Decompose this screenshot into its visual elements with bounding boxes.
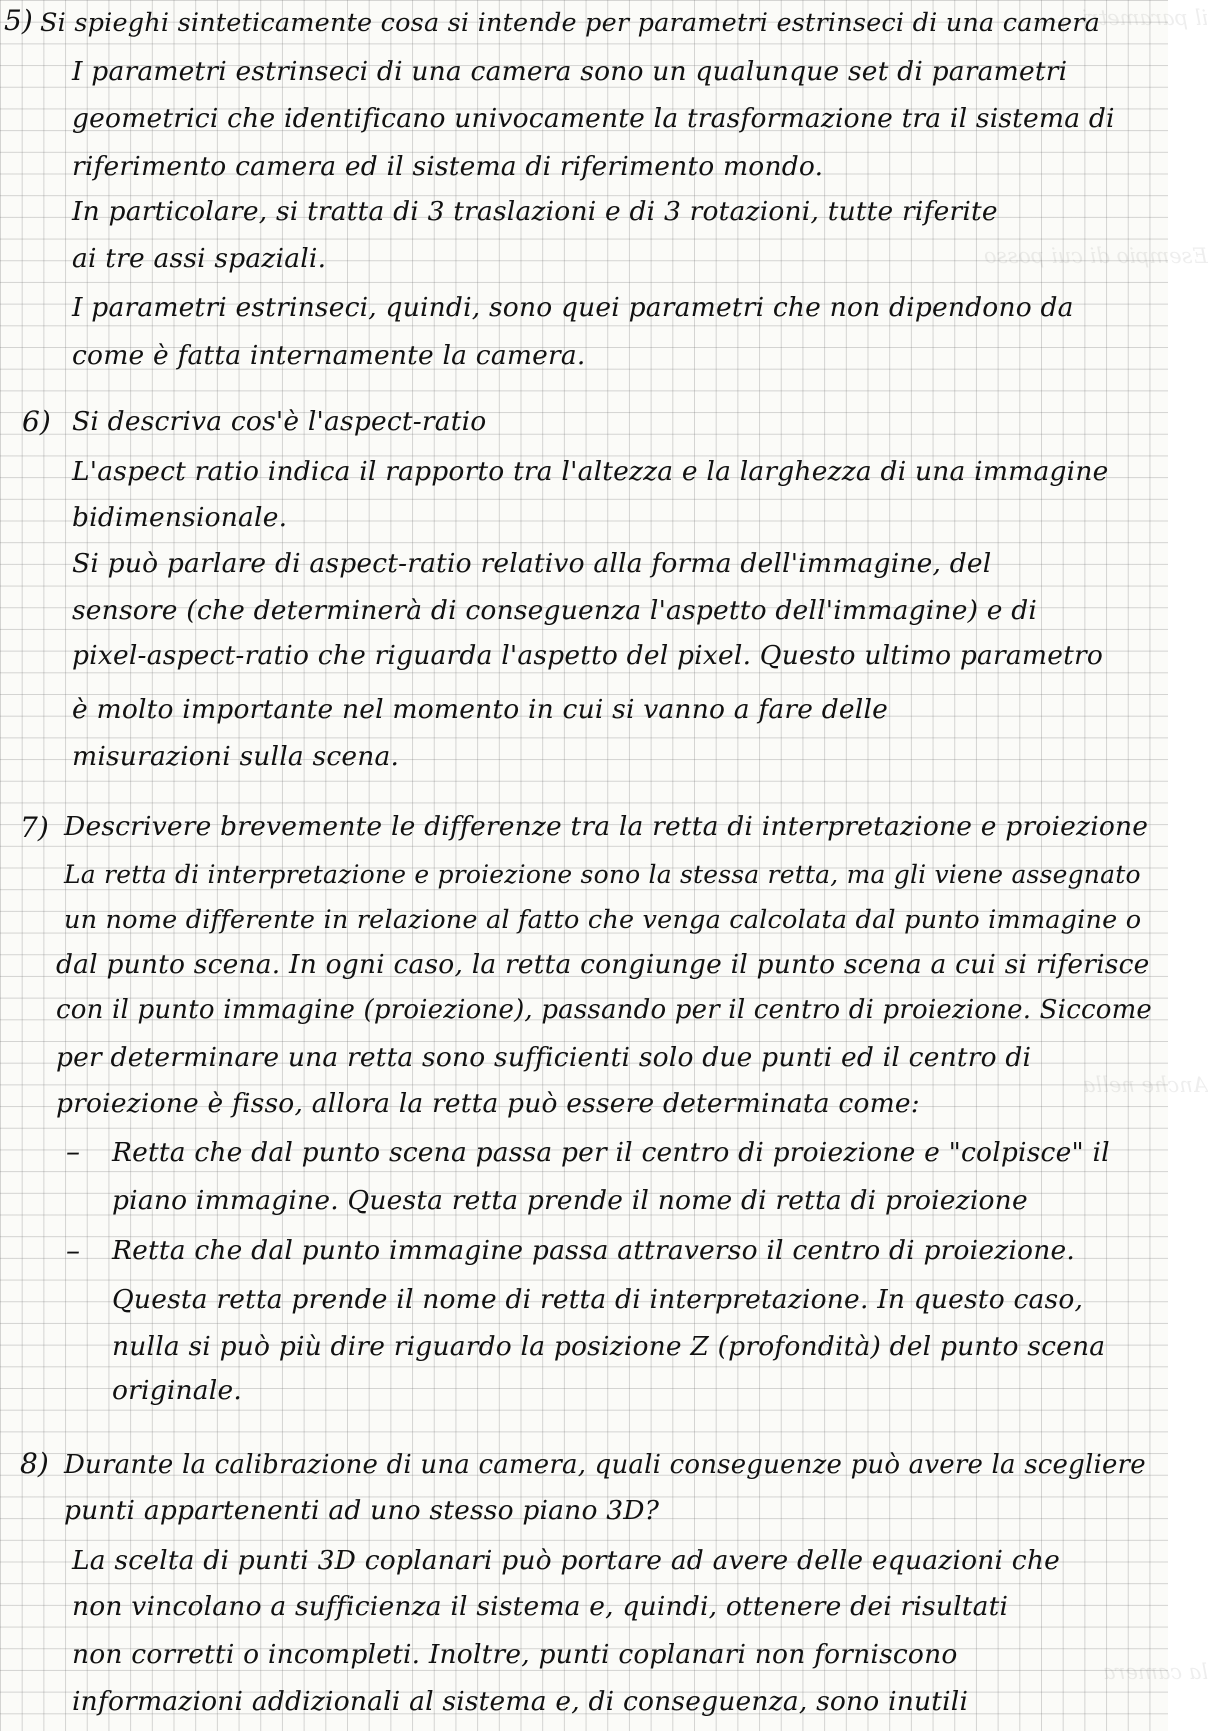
answer-line: misurazioni sulla scena. <box>72 741 400 772</box>
answer-line: per determinare una retta sono sufficienti solo due punti ed il centro di <box>56 1042 1032 1073</box>
bullet-line: originale. <box>112 1375 242 1406</box>
question-line: punti appartenenti ad uno stesso piano 3D? <box>64 1495 660 1526</box>
answer-line: dal punto scena. In ogni caso, la retta congiunge il punto scena a cui si riferisce <box>56 949 1150 980</box>
bullet-dash: – <box>66 1234 80 1267</box>
answer-line: Si può parlare di aspect-ratio relativo alla forma dell'immagine, del <box>72 548 992 579</box>
answer-line: un nome differente in relazione al fatto che venga calcolata dal punto immagine o <box>64 905 1142 935</box>
answer-line: I parametri estrinseci, quindi, sono quei parametri che non dipendono da <box>72 292 1074 323</box>
answer-line: I parametri estrinseci di una camera sono un qualunque set di parametri <box>72 56 1068 87</box>
answer-line: L'aspect ratio indica il rapporto tra l'altezza e la larghezza di una immagine <box>72 456 1109 487</box>
answer-line: proiezione è fisso, allora la retta può essere determinata come: <box>56 1088 920 1119</box>
bullet-line: nulla si può più dire riguardo la posizione Z (profondità) del punto scena <box>112 1331 1106 1362</box>
bleed-through-text: il parametri <box>1081 6 1208 30</box>
bullet-dash: – <box>66 1135 80 1168</box>
answer-line: è molto importante nel momento in cui si vanno a fare delle <box>72 694 889 725</box>
bleed-through-text: Anche nella <box>1083 1073 1208 1097</box>
answer-line: ai tre assi spaziali. <box>72 243 327 274</box>
bleed-through-text: la camera <box>1102 1660 1208 1684</box>
answer-line: bidimensionale. <box>72 502 288 533</box>
question-line: Durante la calibrazione di una camera, quali conseguenze può avere la scegliere <box>64 1450 1146 1480</box>
bullet-line: Retta che dal punto immagine passa attraverso il centro di proiezione. <box>112 1235 1075 1266</box>
answer-line: In particolare, si tratta di 3 traslazioni e di 3 rotazioni, tutte riferite <box>72 196 998 227</box>
answer-line: riferimento camera ed il sistema di riferimento mondo. <box>72 151 824 182</box>
answer-line: geometrici che identificano univocamente la trasformazione tra il sistema di <box>72 103 1115 134</box>
answer-line: con il punto immagine (proiezione), passando per il centro di proiezione. Siccome <box>56 995 1153 1025</box>
question-line: Si spieghi sinteticamente cosa si intende per parametri estrinseci di una camera <box>40 8 1101 38</box>
answer-line: non vincolano a sufficienza il sistema e, quindi, ottenere dei risultati <box>72 1591 1009 1622</box>
section-number: 6) <box>22 405 51 438</box>
answer-line: La retta di interpretazione e proiezione sono la stessa retta, ma gli viene assegnato <box>64 860 1141 889</box>
question-line: Descrivere brevemente le differenze tra la retta di interpretazione e proiezione <box>64 811 1149 842</box>
answer-line: pixel-aspect-ratio che riguarda l'aspetto del pixel. Questo ultimo parametro <box>72 640 1103 671</box>
bullet-line: Questa retta prende il nome di retta di interpretazione. In questo caso, <box>112 1284 1084 1315</box>
question-line: Si descriva cos'è l'aspect-ratio <box>72 406 487 437</box>
bleed-through-text: Esempio di cui posso <box>984 244 1208 268</box>
bullet-line: piano immagine. Questa retta prende il nome di retta di proiezione <box>112 1185 1028 1216</box>
answer-line: non corretti o incompleti. Inoltre, punti coplanari non forniscono <box>72 1639 958 1670</box>
section-number: 5) <box>4 4 33 37</box>
answer-line: La scelta di punti 3D coplanari può portare ad avere delle equazioni che <box>72 1545 1060 1576</box>
bullet-line: Retta che dal punto scena passa per il centro di proiezione e "colpisce" il <box>112 1137 1110 1168</box>
answer-line: come è fatta internamente la camera. <box>72 340 586 371</box>
section-number: 7) <box>20 811 49 844</box>
section-number: 8) <box>20 1447 49 1480</box>
answer-line: sensore (che determinerà di conseguenza l'aspetto dell'immagine) e di <box>72 595 1038 626</box>
answer-line: informazioni addizionali al sistema e, di conseguenza, sono inutili <box>72 1686 969 1717</box>
